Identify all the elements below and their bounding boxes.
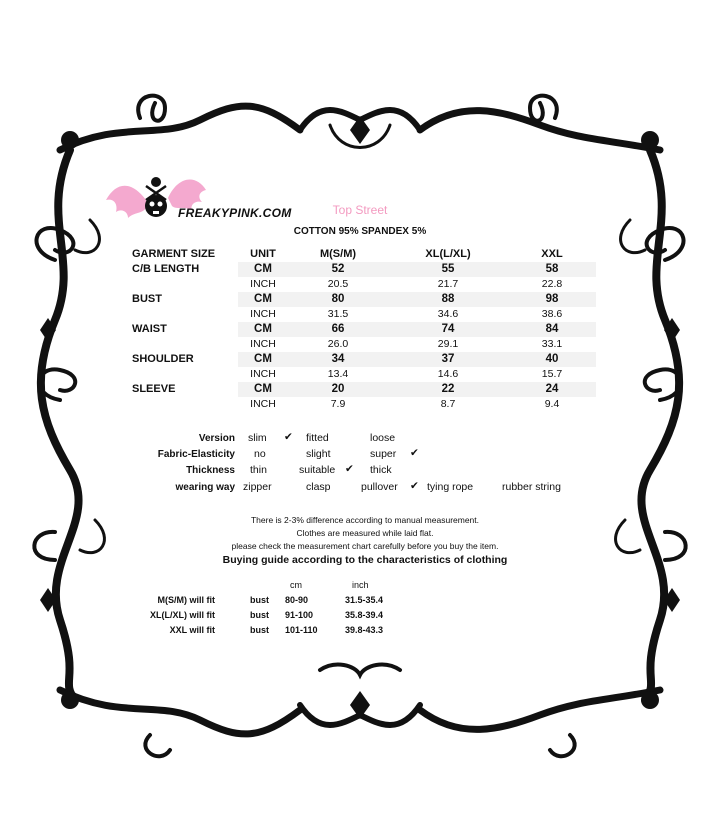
value-cell: 22.8 [541, 278, 563, 290]
guide-label: M(S/M) will fit [157, 595, 215, 605]
freakypink-logo [106, 170, 286, 232]
wearing-option-tying-rope: tying rope [427, 481, 474, 493]
value-cell: 13.4 [327, 368, 349, 380]
version-option-fitted: fitted [306, 432, 329, 444]
value-cell: 8.7 [440, 398, 456, 410]
value-cell: 15.7 [541, 368, 563, 380]
value-cell: 34 [288, 352, 388, 367]
measure-label: WAIST [132, 323, 167, 335]
elasticity-option-slight: slight [306, 448, 331, 460]
value-cell: 9.4 [544, 398, 560, 410]
wearing-label: wearing way [175, 482, 235, 493]
value-cell: 7.9 [330, 398, 346, 410]
unit-cell: CM [238, 292, 288, 307]
value-cell: 38.6 [541, 308, 563, 320]
value-cell: 24 [508, 382, 596, 397]
table-row [132, 292, 596, 307]
elasticity-option-super: super [370, 448, 397, 460]
value-cell: 20 [288, 382, 388, 397]
guide-label: XXL will fit [169, 625, 215, 635]
buying-guide-title: Buying guide according to the characteristics of clothing [222, 554, 508, 566]
version-option-slim: slim [248, 432, 267, 444]
thickness-label: Thickness [186, 465, 235, 476]
value-cell: 22 [388, 382, 508, 397]
unit-cell: CM [238, 262, 288, 277]
guide-inch: 39.8-43.3 [345, 625, 384, 635]
header-size-xl: XL(L/XL) [425, 248, 471, 260]
table-header-row [132, 246, 596, 262]
guide-col-cm: cm [290, 580, 302, 590]
guide-inch: 35.8-39.4 [345, 610, 384, 620]
unit-cell: CM [238, 382, 288, 397]
thickness-option-suitable: suitable [299, 464, 336, 476]
brand-name: FREAKYPINK.COM [178, 206, 292, 220]
value-cell: 55 [388, 262, 508, 277]
unit-cell: CM [238, 352, 288, 367]
thickness-check-icon: ✔ [345, 463, 354, 475]
thickness-option-thick: thick [370, 464, 392, 476]
table-row [132, 307, 596, 322]
value-cell: 31.5 [327, 308, 349, 320]
unit-cell: CM [238, 322, 288, 337]
table-row [132, 352, 596, 367]
table-row [132, 262, 596, 277]
unit-cell: INCH [250, 398, 276, 410]
size-chart-table [132, 246, 596, 412]
unit-cell: INCH [250, 368, 276, 380]
version-label: Version [198, 433, 235, 444]
guide-part: bust [250, 595, 269, 605]
wearing-option-pullover: pullover [361, 481, 398, 493]
value-cell: 52 [288, 262, 388, 277]
value-cell: 80 [288, 292, 388, 307]
header-size-xxl: XXL [541, 248, 563, 260]
value-cell: 21.7 [437, 278, 459, 290]
version-option-loose: loose [370, 432, 396, 444]
note-line: There is 2-3% difference according to manual measurement. [250, 515, 480, 525]
product-title: Top Street [332, 203, 388, 217]
value-cell: 20.5 [327, 278, 349, 290]
value-cell: 88 [388, 292, 508, 307]
guide-col-inch: inch [352, 580, 369, 590]
note-line: Clothes are measured while laid flat. [296, 528, 434, 538]
measure-label: SHOULDER [132, 353, 194, 365]
table-row [132, 397, 596, 412]
note-line: please check the measurement chart carefully before you buy the item. [231, 541, 499, 551]
header-unit: UNIT [250, 248, 276, 260]
value-cell: 34.6 [437, 308, 459, 320]
guide-part: bust [250, 625, 269, 635]
header-garment-size: GARMENT SIZE [132, 248, 216, 260]
unit-cell: INCH [250, 278, 276, 290]
elasticity-check-icon: ✔ [410, 447, 419, 459]
measure-label: BUST [132, 293, 162, 305]
table-row [132, 337, 596, 352]
guide-cm: 91-100 [285, 610, 314, 620]
table-row [132, 367, 596, 382]
wearing-option-rubber-string: rubber string [502, 481, 561, 493]
unit-cell: INCH [250, 308, 276, 320]
guide-part: bust [250, 610, 269, 620]
fabric-composition: COTTON 95% SPANDEX 5% [293, 226, 427, 237]
elasticity-label: Fabric-Elasticity [157, 449, 235, 460]
version-check-icon: ✔ [284, 431, 293, 443]
header-size-m: M(S/M) [319, 248, 357, 260]
value-cell: 33.1 [541, 338, 563, 350]
value-cell: 14.6 [437, 368, 459, 380]
measure-label: C/B LENGTH [132, 263, 200, 275]
table-row [132, 277, 596, 292]
unit-cell: INCH [250, 338, 276, 350]
guide-cm: 101-110 [285, 625, 318, 635]
value-cell: 66 [288, 322, 388, 337]
value-cell: 74 [388, 322, 508, 337]
value-cell: 26.0 [327, 338, 349, 350]
thickness-option-thin: thin [250, 464, 267, 476]
wearing-option-clasp: clasp [306, 481, 331, 493]
table-row [132, 322, 596, 337]
wearing-option-zipper: zipper [243, 481, 272, 493]
wearing-check-icon: ✔ [410, 480, 419, 492]
value-cell: 84 [508, 322, 596, 337]
value-cell: 29.1 [437, 338, 459, 350]
guide-label: XL(L/XL) will fit [150, 610, 215, 620]
guide-cm: 80-90 [285, 595, 309, 605]
measurement-notes [180, 514, 550, 553]
measure-label: SLEEVE [132, 383, 176, 395]
table-row [132, 382, 596, 397]
value-cell: 37 [388, 352, 508, 367]
value-cell: 40 [508, 352, 596, 367]
value-cell: 98 [508, 292, 596, 307]
value-cell: 58 [508, 262, 596, 277]
guide-inch: 31.5-35.4 [345, 595, 384, 605]
elasticity-option-no: no [254, 448, 266, 460]
